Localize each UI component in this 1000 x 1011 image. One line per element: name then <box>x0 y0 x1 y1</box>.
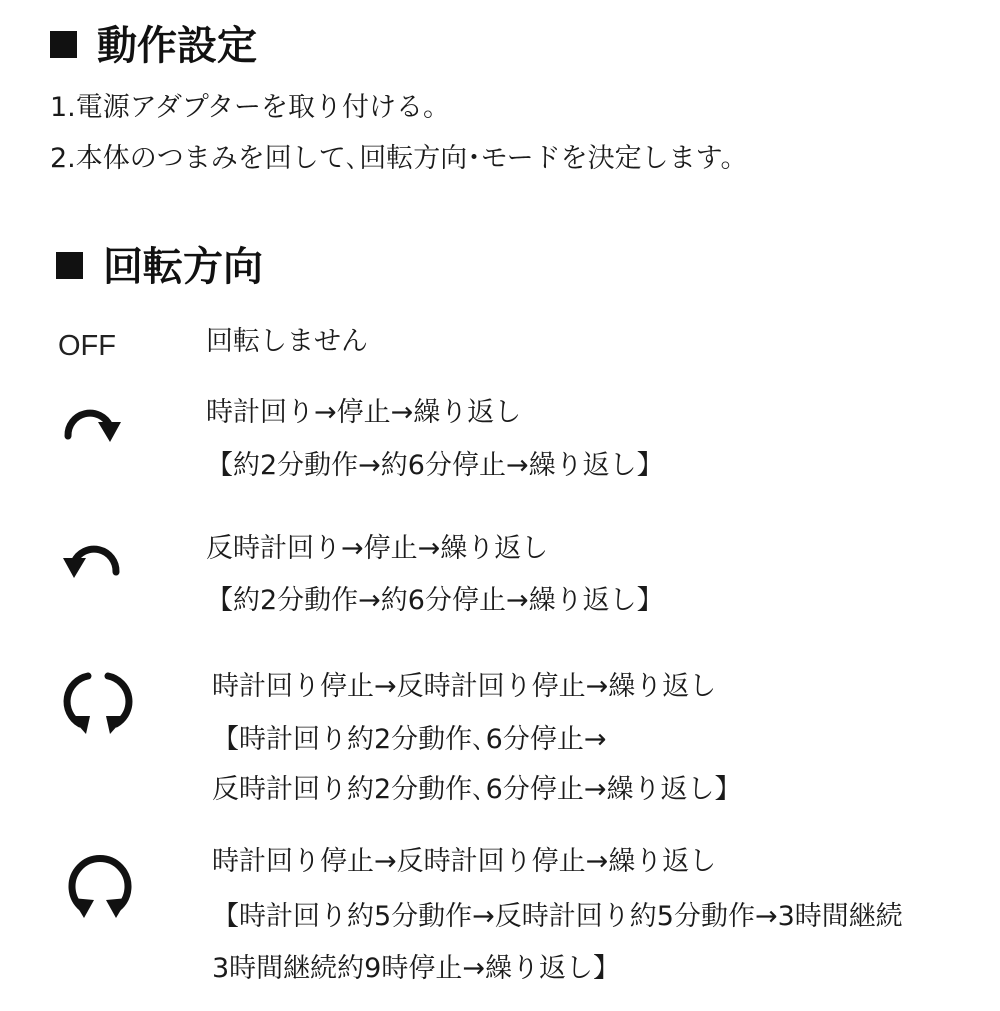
off-mode-description: 回転しません <box>206 326 368 357</box>
rotation-direction-title: 回転方向 <box>103 244 263 290</box>
alternating-mode-line-2: 【時計回り約2分動作､6分停止→ <box>212 724 607 755</box>
heading-square-icon <box>56 252 83 279</box>
continuous-mode-line-2: 【時計回り約5分動作→反時計回り約5分動作→3時間継続 <box>212 901 903 932</box>
heading-square-icon <box>50 31 77 58</box>
alternating-mode-line-1: 時計回り停止→反時計回り停止→繰り返し <box>212 671 717 702</box>
alternating-rotation-icon <box>58 660 138 740</box>
continuous-mode-line-1: 時計回り停止→反時計回り停止→繰り返し <box>212 846 717 877</box>
counterclockwise-arrow-icon <box>56 528 126 592</box>
operation-settings-heading <box>50 23 257 69</box>
rotation-direction-heading <box>56 244 263 290</box>
counterclockwise-mode-line-1: 反時計回り→停止→繰り返し <box>206 533 549 564</box>
off-mode-label: OFF <box>58 330 116 362</box>
alternating-mode-line-3: 反時計回り約2分動作､6分停止→繰り返し】 <box>212 774 742 805</box>
clockwise-arrow-icon <box>58 392 128 456</box>
clockwise-mode-line-1: 時計回り→停止→繰り返し <box>206 397 522 428</box>
step-2-text: 2.本体のつまみを回して､回転方向･モードを決定します。 <box>50 143 748 174</box>
counterclockwise-mode-line-2: 【約2分動作→約6分停止→繰り返し】 <box>206 585 664 616</box>
continuous-mode-line-3: 3時間継続約9時停止→繰り返し】 <box>212 953 620 984</box>
clockwise-mode-line-2: 【約2分動作→約6分停止→繰り返し】 <box>206 450 664 481</box>
step-1-text: 1.電源アダプターを取り付ける。 <box>50 92 450 123</box>
continuous-rotation-icon <box>60 840 140 924</box>
operation-settings-title: 動作設定 <box>97 23 257 69</box>
